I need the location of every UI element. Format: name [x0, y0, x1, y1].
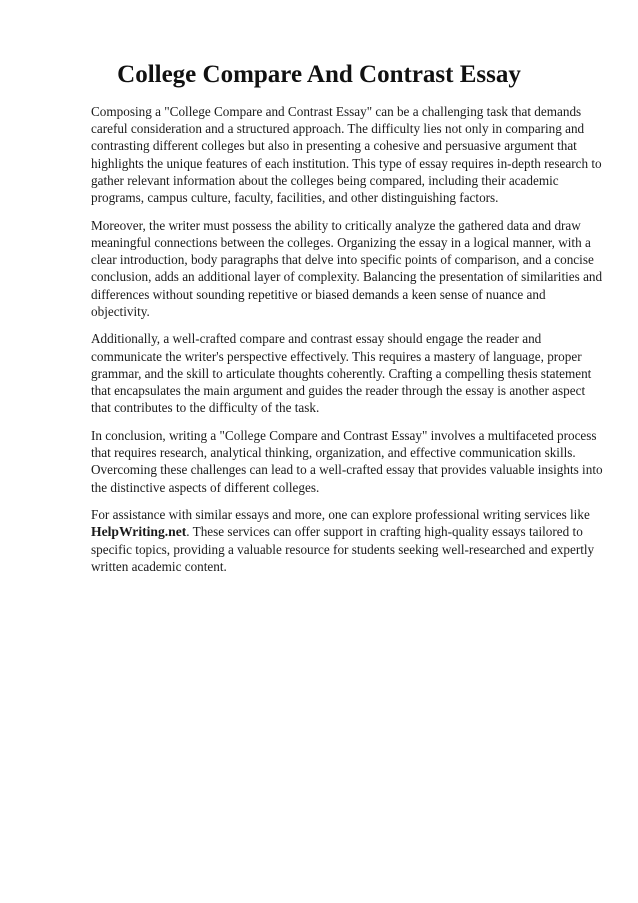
text-line: highlights the unique features of each institution. This type of essay requires in-depth research to	[91, 155, 602, 171]
text-line: For assistance with similar essays and more, one can explore professional writing services like	[91, 507, 590, 523]
text-line: careful consideration and a structured approach. The difficulty lies not only in comparing and	[91, 121, 585, 137]
text-line: In conclusion, writing a "College Compare and Contrast Essay" involves a multifaceted process	[91, 427, 597, 443]
text-line: that encapsulates the main argument and guides the reader through the essay is another aspect	[91, 383, 586, 399]
text-line: Moreover, the writer must possess the ability to critically analyze the gathered data and draw	[91, 217, 581, 233]
text-line: clear introduction, body paragraphs that delve into specific points of comparison, and a concise	[91, 252, 594, 268]
text-line: objectivity.	[91, 303, 150, 319]
text-line: specific topics, providing a valuable resource for students seeking well-researched and expertly	[91, 541, 595, 557]
text-line: gather relevant information about the colleges being compared, including their academic	[91, 172, 559, 188]
paragraph-2	[91, 217, 603, 320]
text-line: Additionally, a well-crafted compare and contrast essay should engage the reader and	[91, 331, 542, 347]
essay-body	[91, 103, 603, 586]
helpwriting-link[interactable]: HelpWriting.net	[91, 524, 187, 540]
text-line: conclusion, adds an additional layer of complexity. Balancing the presentation of similarities and	[91, 269, 603, 285]
text-line: the distinctive aspects of different colleges.	[91, 479, 320, 495]
text-line: contrasting different colleges but also in presenting a cohesive and persuasive argument that	[91, 138, 577, 154]
text-line: communicate the writer's perspective effectively. This requires a mastery of language, proper	[91, 348, 582, 364]
text-line: that contributes to the difficulty of the task.	[91, 400, 320, 416]
paragraph-3	[91, 330, 597, 416]
text-line: programs, campus culture, faculty, facilities, and other distinguishing factors.	[91, 190, 499, 206]
text-line: written academic content.	[91, 558, 227, 574]
paragraph-1	[91, 103, 602, 206]
text-fragment: . These services can offer support in crafting high-quality essays tailored to	[186, 524, 583, 540]
text-line: differences without sounding repetitive or biased demands a keen sense of nuance and	[91, 286, 546, 302]
paragraph-4	[91, 427, 603, 496]
text-line: meaningful connections between the colleges. Organizing the essay in a logical manner, with a	[91, 234, 591, 250]
text-line: that requires research, analytical thinking, organization, and effective communication skills.	[91, 445, 576, 461]
text-line: Composing a "College Compare and Contrast Essay" can be a challenging task that demands	[91, 104, 582, 119]
paragraph-5	[91, 506, 597, 575]
page-title: College Compare And Contrast Essay	[117, 61, 521, 88]
text-line: grammar, and the skill to articulate thoughts coherently. Crafting a compelling thesis statement	[91, 365, 592, 381]
text-line: Overcoming these challenges can lead to a well-crafted essay that provides valuable insights into	[91, 462, 603, 478]
text-line	[91, 523, 597, 540]
